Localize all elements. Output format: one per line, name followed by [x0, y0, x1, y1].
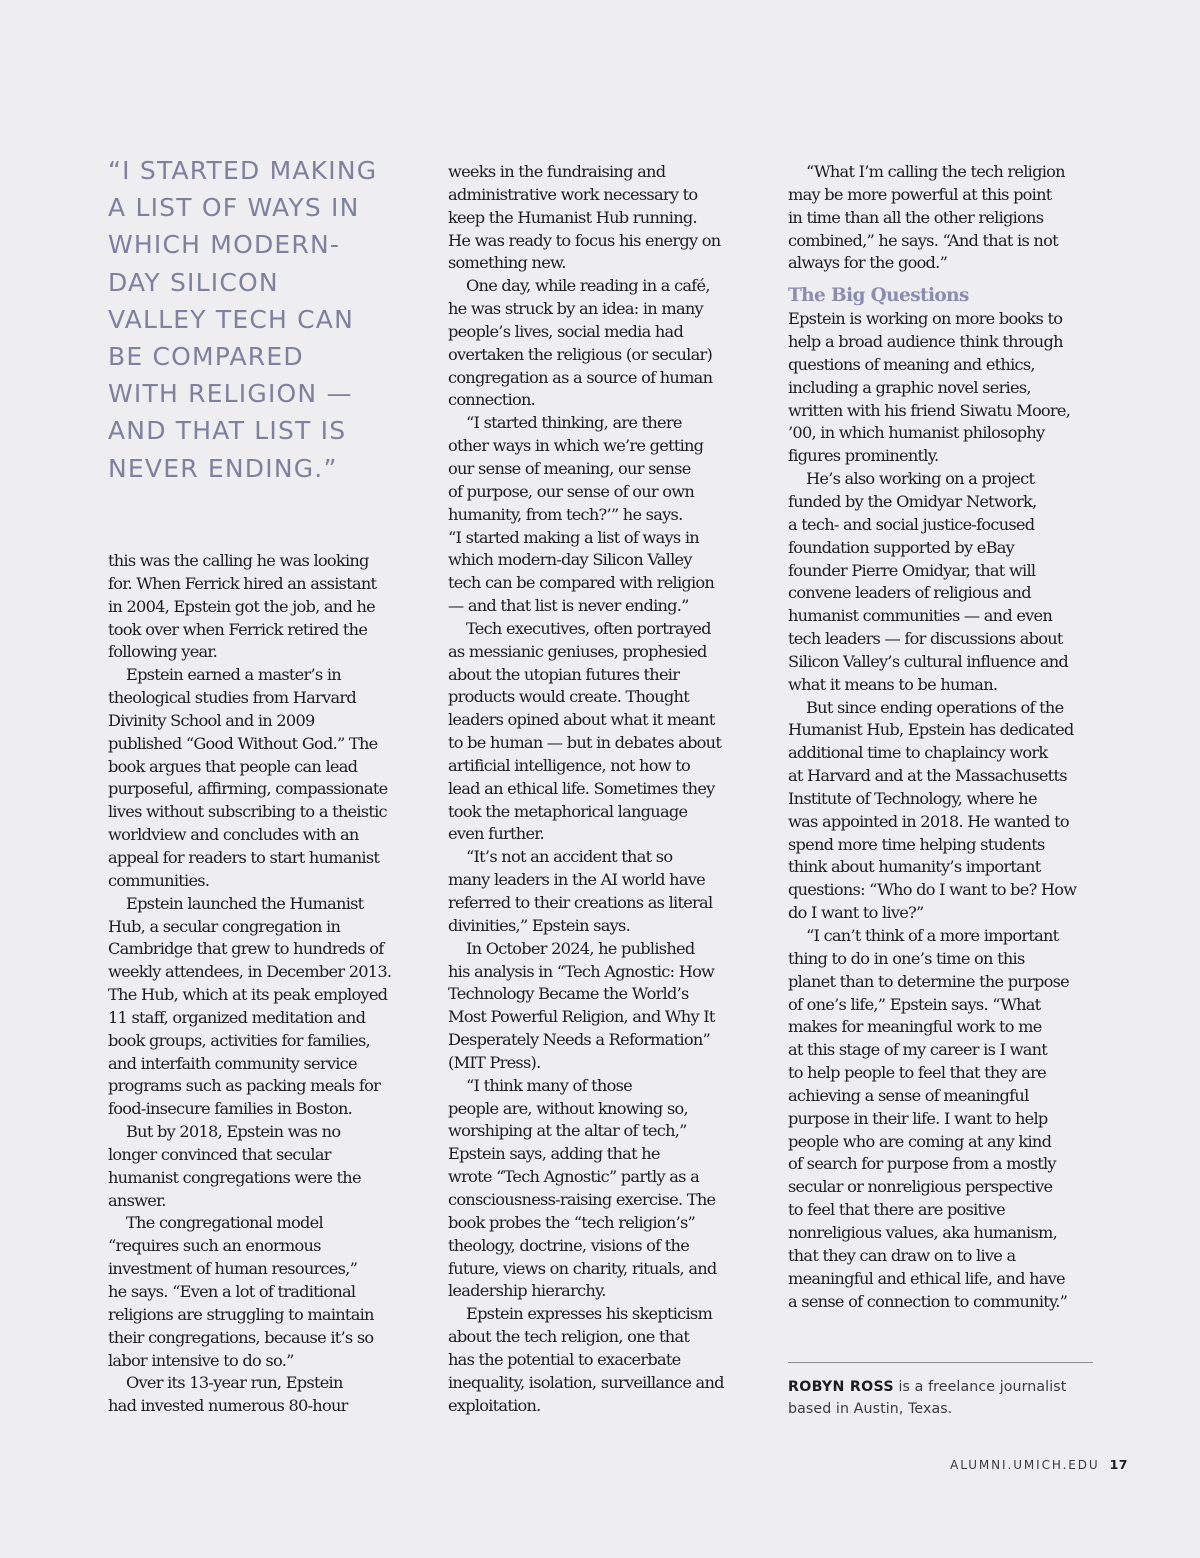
article-line: was appointed in 2018. He wanted to	[788, 811, 1069, 831]
article-line: planet than to determine the purpose	[788, 971, 1070, 991]
article-line: convene leaders of religious and	[788, 583, 1031, 603]
pull-quote-line: WITH RELIGION —	[108, 379, 353, 409]
article-line: that they can draw on to live a	[788, 1245, 1016, 1265]
article-line: leaders opined about what it meant	[448, 710, 715, 730]
article-line: connection.	[448, 390, 536, 410]
article-line: people’s lives, social media had	[448, 321, 684, 341]
article-line: Most Powerful Religion, and Why It	[448, 1007, 715, 1027]
article-line: and interfaith community service	[108, 1053, 357, 1073]
article-line: had invested numerous 80-hour	[108, 1396, 348, 1416]
article-line: combined,” he says. “And that is not	[788, 230, 1058, 250]
article-line: what it means to be human.	[788, 674, 998, 694]
pull-quote-line: VALLEY TECH CAN	[108, 304, 355, 334]
article-line: consciousness-raising exercise. The	[448, 1189, 716, 1209]
article-line: worshiping at the altar of tech,”	[448, 1121, 687, 1141]
article-line: of one’s life,” Epstein says. “What	[788, 994, 1041, 1014]
page-footer	[950, 1457, 1128, 1472]
article-line: Epstein launched the Humanist	[126, 893, 364, 913]
article-line: in time than all the other religions	[788, 207, 1044, 227]
article-line: do I want to live?”	[788, 903, 924, 923]
article-line: Divinity School and in 2009	[108, 710, 315, 730]
article-line: leadership hierarchy.	[448, 1281, 606, 1301]
article-line: The Hub, which at its peak employed	[108, 985, 388, 1005]
article-line: longer convinced that secular	[108, 1144, 331, 1164]
bio-divider	[788, 1362, 1093, 1363]
article-line: achieving a sense of meaningful	[788, 1085, 1029, 1105]
article-line: many leaders in the AI world have	[448, 870, 705, 890]
pull-quote-line: “I STARTED MAKING	[108, 156, 378, 185]
article-line: Epstein expresses his skepticism	[466, 1304, 713, 1324]
bio-line	[788, 1377, 1098, 1399]
article-line: He’s also working on a project	[806, 469, 1035, 489]
article-line: including a graphic novel series,	[788, 377, 1031, 397]
article-line: appeal for readers to start humanist	[108, 847, 380, 867]
article-line: wrote “Tech Agnostic” partly as a	[448, 1167, 700, 1187]
article-line: Humanist Hub, Epstein has dedicated	[788, 720, 1074, 740]
article-line: of purpose, our sense of our own	[448, 481, 695, 501]
article-line: “I started thinking, are there	[466, 413, 682, 433]
article-line: following year.	[108, 642, 218, 662]
article-line: his analysis in “Tech Agnostic: How	[448, 961, 715, 981]
article-line: Epstein is working on more books to	[788, 309, 1063, 329]
pull-quote-line: NEVER ENDING.”	[108, 453, 338, 483]
article-line: keep the Humanist Hub running.	[448, 207, 697, 227]
article-line: at this stage of my career is I want	[788, 1040, 1048, 1060]
article-line: Over its 13-year run, Epstein	[126, 1373, 343, 1393]
article-line: something new.	[448, 253, 566, 273]
pull-quote	[108, 152, 408, 487]
article-line: a tech- and social justice-focused	[788, 514, 1035, 534]
article-line: lead an ethical life. Sometimes they	[448, 778, 715, 798]
section-heading: The Big Questions	[788, 285, 969, 307]
article-line: (MIT Press).	[448, 1052, 541, 1072]
article-line: administrative work necessary to	[448, 184, 698, 204]
article-line: 11 staff, organized meditation and	[108, 1007, 366, 1027]
article-line: ’00, in which humanist philosophy	[788, 423, 1045, 443]
article-line: exploitation.	[448, 1395, 541, 1415]
article-line: investment of human resources,”	[108, 1259, 358, 1279]
article-line: people who are coming at any kind	[788, 1131, 1052, 1151]
article-line: which modern-day Silicon Valley	[448, 550, 692, 570]
article-line: purpose in their life. I want to help	[788, 1108, 1048, 1128]
article-line: Desperately Needs a Reformation”	[448, 1030, 711, 1050]
article-column-2	[448, 161, 748, 1417]
article-line: may be more powerful at this point	[788, 184, 1052, 204]
article-line: to feel that there are positive	[788, 1200, 1005, 1220]
site-url: ALUMNI.UMICH.EDU	[950, 1458, 1100, 1472]
pull-quote-line: AND THAT LIST IS	[108, 416, 347, 446]
article-line: theological studies from Harvard	[108, 688, 356, 708]
article-line: other ways in which we’re getting	[448, 436, 704, 456]
article-line: worldview and concludes with an	[108, 825, 359, 845]
article-line: He was ready to focus his energy on	[448, 230, 721, 250]
article-line: as messianic geniuses, prophesied	[448, 641, 707, 661]
article-line: The congregational model	[126, 1213, 323, 1233]
article-line: to be human — but in debates about	[448, 733, 722, 753]
article-line: “requires such an enormous	[108, 1236, 321, 1256]
article-line: this was the calling he was looking	[108, 551, 369, 570]
article-line: humanity, from tech?’” he says.	[448, 504, 683, 524]
article-line: weekly attendees, in December 2013.	[108, 962, 392, 982]
article-line: “What I’m calling the tech religion	[806, 162, 1065, 181]
article-line: religions are struggling to maintain	[108, 1304, 374, 1324]
article-line: secular or nonreligious perspective	[788, 1177, 1053, 1197]
article-line: book groups, activities for families,	[108, 1030, 370, 1050]
article-line: spend more time helping students	[788, 834, 1045, 854]
article-line: book probes the “tech religion’s”	[448, 1212, 696, 1232]
article-line: people are, without knowing so,	[448, 1098, 688, 1118]
article-line: questions of meaning and ethics,	[788, 354, 1035, 374]
article-line: in 2004, Epstein got the job, and he	[108, 596, 375, 616]
article-line: our sense of meaning, our sense	[448, 458, 691, 478]
pull-quote-line: A LIST OF WAYS IN	[108, 193, 360, 223]
article-line: their congregations, because it’s so	[108, 1327, 374, 1347]
article-line: divinities,” Epstein says.	[448, 915, 630, 935]
article-line: food-insecure families in Boston.	[108, 1099, 353, 1119]
article-line: But by 2018, Epstein was no	[126, 1122, 341, 1142]
article-line: for. When Ferrick hired an assistant	[108, 573, 377, 593]
article-line: weeks in the fundraising and	[448, 162, 666, 181]
article-line: think about humanity’s important	[788, 857, 1041, 877]
article-line: funded by the Omidyar Network,	[788, 491, 1037, 511]
article-line: tech can be compared with religion	[448, 573, 715, 593]
article-line: Cambridge that grew to hundreds of	[108, 939, 384, 959]
article-line: published “Good Without God.” The	[108, 733, 378, 753]
article-line: tech leaders — for discussions about	[788, 629, 1063, 649]
article-line: about the utopian futures their	[448, 664, 680, 684]
author-name: ROBYN ROSS	[788, 1379, 894, 1395]
article-line: makes for meaningful work to me	[788, 1017, 1042, 1037]
article-line: “I think many of those	[466, 1075, 632, 1095]
article-line: founder Pierre Omidyar, that will	[788, 560, 1036, 580]
article-line: lives without subscribing to a theistic	[108, 802, 387, 822]
article-line: theology, doctrine, visions of the	[448, 1235, 690, 1255]
article-line: referred to their creations as literal	[448, 893, 713, 912]
article-line: book argues that people can lead	[108, 756, 358, 776]
article-line: “I started making a list of ways in	[448, 527, 699, 547]
article-line: future, views on charity, rituals, and	[448, 1258, 717, 1278]
article-line: took over when Ferrick retired the	[108, 619, 368, 639]
article-line: Silicon Valley’s cultural influence and	[788, 651, 1069, 671]
article-line: humanist communities — and even	[788, 606, 1053, 626]
article-line: has the potential to exacerbate	[448, 1349, 681, 1369]
article-line: always for the good.”	[788, 253, 948, 273]
page-number: 17	[1109, 1457, 1128, 1472]
article-line: humanist congregations were the	[108, 1167, 361, 1187]
article-line: took the metaphorical language	[448, 801, 688, 821]
bio-line: based in Austin, Texas.	[788, 1400, 953, 1417]
article-column-3	[788, 161, 1093, 1313]
article-line: congregation as a source of human	[448, 367, 713, 387]
article-line: Institute of Technology, where he	[788, 788, 1037, 808]
article-line: Epstein says, adding that he	[448, 1144, 660, 1164]
article-line: One day, while reading in a café,	[466, 276, 710, 296]
article-line: to help people to feel that they are	[788, 1063, 1046, 1083]
article-line: In October 2024, he published	[466, 938, 695, 958]
article-line: questions: “Who do I want to be? How	[788, 880, 1077, 900]
article-line: products would create. Thought	[448, 687, 689, 707]
pull-quote-line: DAY SILICON	[108, 267, 279, 297]
article-line: But since ending operations of the	[806, 697, 1064, 717]
article-line: overtaken the religious (or secular)	[448, 344, 713, 364]
article-column-1	[108, 550, 423, 1418]
article-line: at Harvard and at the Massachusetts	[788, 766, 1067, 786]
article-line: “I can’t think of a more important	[806, 926, 1059, 945]
pull-quote-line: BE COMPARED	[108, 342, 304, 372]
article-line: meaningful and ethical life, and have	[788, 1268, 1065, 1288]
article-line: he was struck by an idea: in many	[448, 299, 703, 319]
article-line: about the tech religion, one that	[448, 1327, 690, 1347]
article-line: purposeful, affirming, compassionate	[108, 779, 388, 799]
article-line: of search for purpose from a mostly	[788, 1154, 1056, 1174]
article-line: nonreligious values, aka humanism,	[788, 1222, 1058, 1242]
author-bio	[788, 1377, 1098, 1420]
article-line: a sense of connection to community.”	[788, 1291, 1068, 1311]
pull-quote-line: WHICH MODERN-	[108, 230, 341, 260]
article-line: additional time to chaplaincy work	[788, 743, 1048, 763]
article-line: inequality, isolation, surveillance and	[448, 1372, 724, 1392]
article-line: Technology Became the World’s	[448, 984, 689, 1004]
article-line: even further.	[448, 824, 544, 844]
article-line: Epstein earned a master’s in	[126, 665, 341, 685]
article-line: figures prominently.	[788, 446, 939, 466]
article-line: communities.	[108, 870, 210, 890]
article-line: Tech executives, often portrayed	[466, 618, 711, 638]
article-line: written with his friend Siwatu Moore,	[788, 400, 1071, 420]
article-line: “It’s not an accident that so	[466, 847, 673, 867]
article-line: help a broad audience think through	[788, 332, 1063, 352]
article-line: labor intensive to do so.”	[108, 1350, 294, 1370]
article-line: programs such as packing meals for	[108, 1076, 381, 1096]
article-line: Hub, a secular congregation in	[108, 916, 341, 936]
article-line: thing to do in one’s time on this	[788, 948, 1025, 968]
article-line: he says. “Even a lot of traditional	[108, 1282, 356, 1301]
article-line: foundation supported by eBay	[788, 537, 1015, 557]
bio-text: is a freelance journalist	[893, 1379, 1067, 1395]
article-line: — and that list is never ending.”	[448, 596, 689, 616]
article-line: answer.	[108, 1190, 166, 1210]
article-line: artificial intelligence, not how to	[448, 755, 690, 775]
